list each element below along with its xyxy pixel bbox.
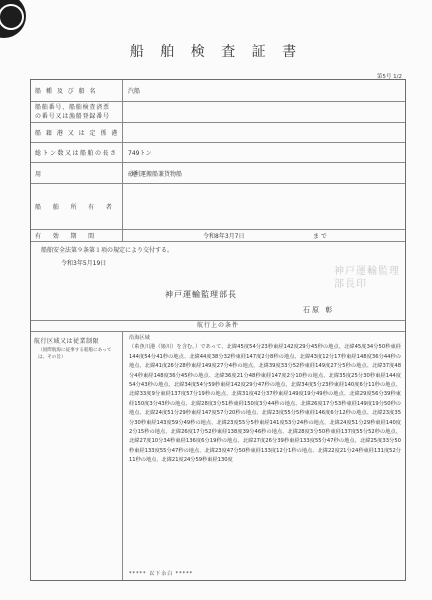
emblem-seal-icon: [0, 0, 26, 38]
certificate-table: [30, 79, 406, 581]
value-tonnage: 749トン: [128, 150, 152, 157]
document-title: 船 舶 検 査 証 書: [129, 44, 303, 60]
conditions-left-title: 航行区域又は従業制限: [34, 338, 100, 345]
value-ship-type: 汽船: [128, 88, 141, 95]
area-heading: 沿海区域: [129, 335, 150, 341]
conditions-text-block: [129, 334, 401, 466]
label-ship-number-line2: の番号又は漁船登録番号: [35, 113, 110, 120]
value-use: 砂利運搬船兼貨物船: [128, 170, 183, 178]
official-stamp: 神戸運輸監理部長印: [334, 266, 400, 290]
conditions-left-column: [31, 332, 123, 580]
row-ship-number: [31, 102, 405, 123]
label-port: 船 籍 港 又 は 定 係 港: [31, 123, 123, 142]
label-ship-number: [31, 102, 123, 122]
issuing-authority: 神戸運輸監理部長: [165, 290, 237, 299]
label-owner: 船 舶 所 有 者: [31, 184, 123, 229]
row-ship-name: [31, 80, 405, 102]
conditions-left-note: （国際航海に従事する船舶にあっては、その旨）: [38, 348, 112, 360]
label-validity: 有 効 期 間: [31, 230, 123, 241]
label-ship-type: 船 種 及 び 船 名: [31, 80, 123, 101]
row-owner: [31, 184, 405, 230]
conditions-heading: 航行上の条件: [31, 320, 405, 332]
label-ship-number-line1: 船舶番号、船舶検査済票: [35, 104, 110, 111]
label-use: 用 途: [31, 163, 123, 183]
end-marker: ***** 以下余白 *****: [129, 571, 194, 577]
issue-date: 令和3年5月19日: [61, 260, 107, 267]
row-tonnage: [31, 143, 405, 163]
row-port: [31, 123, 405, 143]
validity-made: ま で: [313, 233, 327, 240]
form-number: 第5号 1/2: [376, 74, 402, 80]
issuance-statement: 船舶安全法第９条第１項の規定により交付する。: [41, 247, 174, 254]
row-use: [31, 163, 405, 184]
row-validity: [31, 230, 405, 242]
authority-person: 石原 彰: [303, 306, 335, 314]
label-tonnage: 総トン数又は船舶の長さ: [31, 143, 123, 162]
validity-date-to: 令和8年3月7日: [203, 233, 245, 240]
area-description: （糸魚川港（姫川）を含む。）であって、北緯45度54分23秒東経142度29分45秒の地点、北緯45度34分50秒東経144度54分41秒の地点、北緯44度38分32秒東経147度2分8秒の地点、北緯43度12分17秒東経148度36分44秒の地点、北緯41度26分28秒東経149度27分4秒の地点、北緯39度33分52秒東経149度27分5秒の地点、北緯37度48分4秒東経148度36分45秒の地点、北緯36度21分48秒東経147度2分10秒の地点、北緯35度25分30秒東経144度54分43秒の地点、北緯34度54分59秒東経142度29分47秒の地点、北緯34度5分23秒東経140度6分11秒の地点、北緯33度9分東経137度57分19秒の地点、北緯31度42分37秒東経149度19分49秒の地点、北緯29度56分39秒東経150度3分43秒の地点、北緯28度3分51秒東経150度3分44秒の地点、北緯26度17分53秒東経149度19分50秒の地点、北緯24度51分29秒東経147度57分20秒の地点、北緯23度55分5秒東経146度6分12秒の地点、北緯23度35分30秒東経143度59分49秒の地点、北緯23度55分5秒東経141度53分24秒の地点、北緯24度51分29秒東経140度2分15秒の地点、北緯26度17分52秒東経138度39分46秒の地点、北緯28度3分50秒東経137度55分52秒の地点、北緯27度10分34秒東経136度6分19秒の地点、北緯27度26分39秒東経133度55分47秒の地点、北緯25度33分50秒東経133度55分47秒の地点、北緯23度47分50秒東経133度12分1秒の地点、北緯22度21分24秒東経131度52分11秒の地点、北緯21度24分59秒東経130度: [129, 344, 401, 464]
